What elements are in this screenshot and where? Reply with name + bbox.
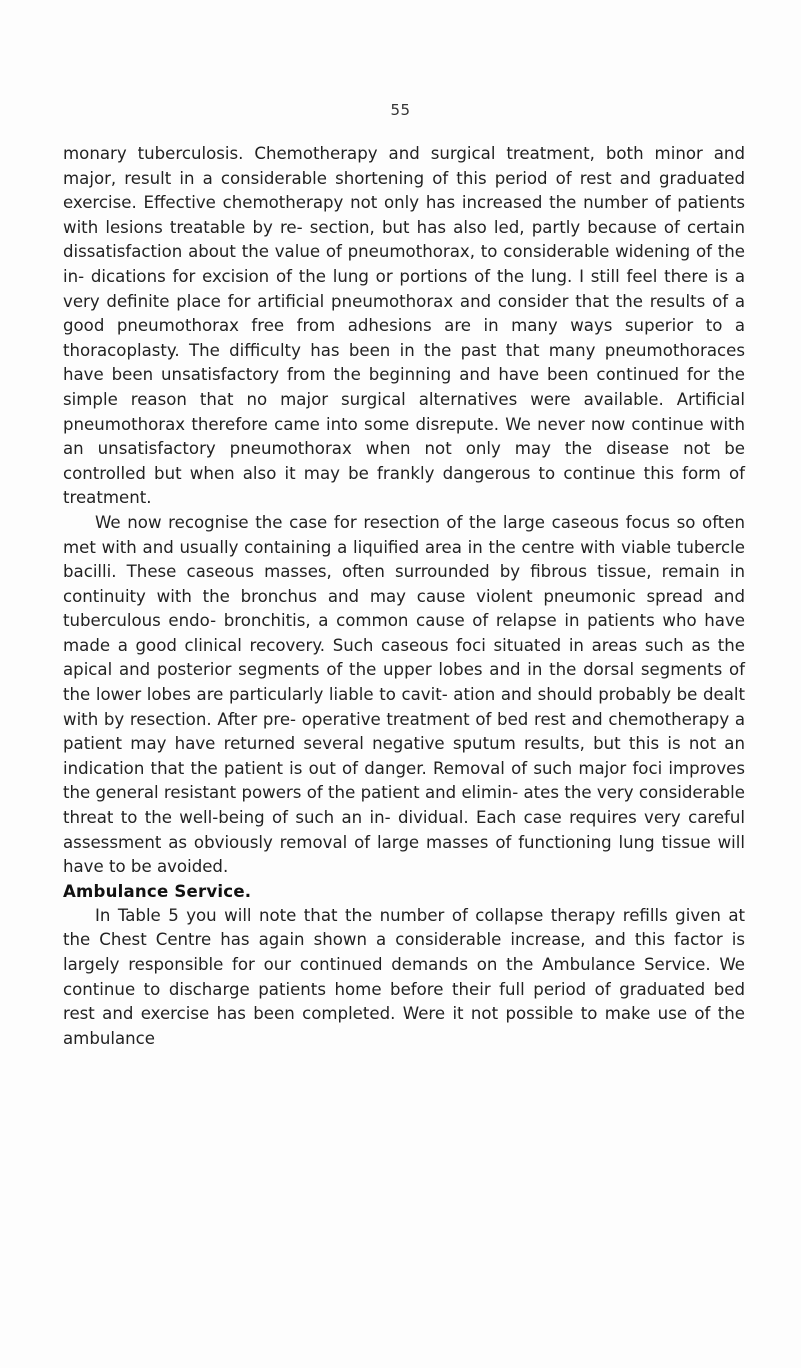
paragraph-chemotherapy: monary tuberculosis. Chemotherapy and surgical treatment, both minor and major, result in a considerable shortening of this period of rest and graduated exercise. Effective chemotherapy not only has increased the number of patients with lesions treatable by re- section, but has also led, partly because of certain dissatisfaction about the value of pneumothorax, to considerable widening of the in- dications for excision of the lung or portions of the lung. I still feel there is a very definite place for artificial pneumothorax and consider that the results of a good pneumothorax free from adhesions are in many ways superior to a thoracoplasty. The difficulty has been in the past that many pneumothoraces have been unsatisfactory from the beginning and have been continued for the simple reason that no major surgical alternatives were available. Artificial pneumothorax therefore came into some disrepute. We never now continue with an unsatisfactory pneumothorax when not only may the disease not be controlled but when also it may be frankly dangerous to continue this form of treatment. [63,144,745,508]
paragraph-ambulance: In Table 5 you will note that the number of collapse therapy refills given at the Chest Centre has again shown a considerable increase, and this factor is largely responsible for our continued demands on the Ambulance Service. We continue to discharge patients home before their full period of graduated bed rest and exercise has been completed. Were it not possible to make use of the ambulance [63,905,745,1048]
body-text [63,142,745,1051]
section-heading-ambulance-service: Ambulance Service. [63,881,252,901]
page-number: 55 [390,101,411,119]
paragraph-resection: We now recognise the case for resection of the large caseous focus so often met with and usually containing a liquified area in the centre with viable tubercle bacilli. These caseous masses, often surrounded by fibrous tissue, remain in continuity with the bronchus and may cause violent pneumonic spread and tuberculous endo- bronchitis, a common cause of relapse in patients who have made a good clinical recovery. Such caseous foci situated in areas such as the apical and posterior segments of the upper lobes and in the dorsal segments of the lower lobes are particularly liable to cavit- ation and should probably be dealt with by resection. After pre- operative treatment of bed rest and chemotherapy a patient may have returned several negative sputum results, but this is not an indication that the patient is out of danger. Removal of such major foci improves the general resistant powers of the patient and elimin- ates the very considerable threat to the well-being of such an in- dividual. Each case requires very careful assessment as obviously removal of large masses of functioning lung tissue will have to be avoided. [63,512,745,877]
